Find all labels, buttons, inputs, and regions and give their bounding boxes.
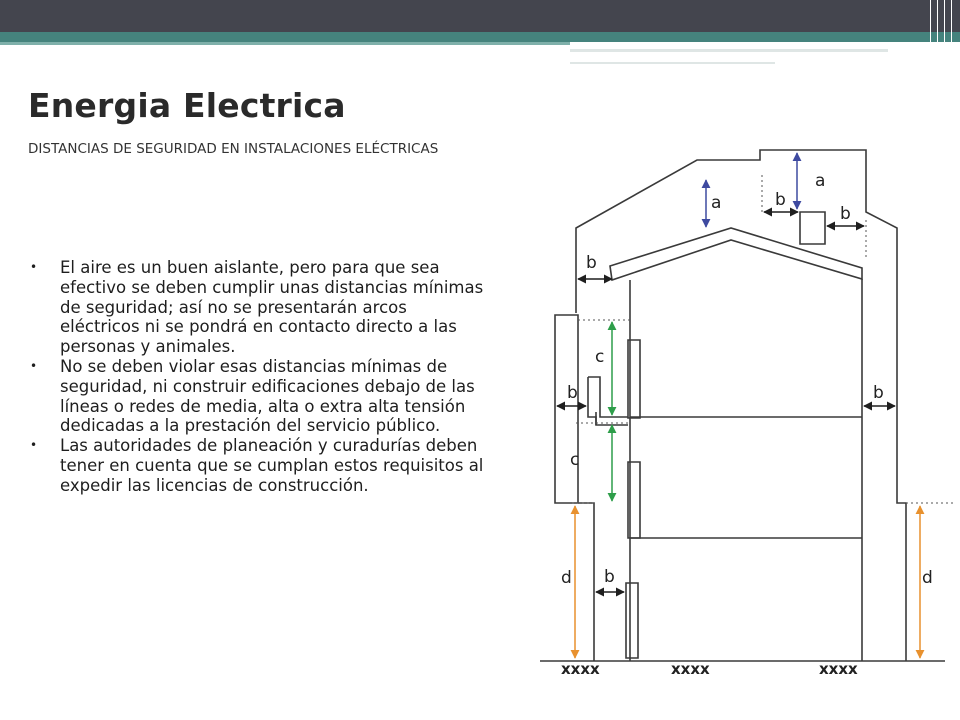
- label-b-roof-left: b: [586, 253, 597, 273]
- ground-marker: xxxx: [819, 660, 858, 678]
- label-b-mid-right: b: [873, 383, 884, 403]
- decorative-line: [570, 49, 888, 52]
- bullet-item: [30, 258, 490, 357]
- slide-subtitle: DISTANCIAS DE SEGURIDAD EN INSTALACIONES ELÉCTRICAS: [28, 141, 439, 157]
- bullet-icon: •: [30, 438, 38, 453]
- corner-stripe: [937, 0, 938, 44]
- slide-title: Energia Electrica: [28, 86, 346, 125]
- top-band: [0, 32, 960, 42]
- bullet-list: [30, 258, 490, 496]
- top-bar: [0, 0, 960, 32]
- corner-stripe: [951, 0, 952, 44]
- bullet-text: No se deben violar esas distancias mínimas de seguridad, ni construir edificaciones debajo de las líneas o redes de media, alta o extra alta tensión dedicadas a la prestación del servicio público.: [60, 356, 475, 436]
- bullet-item: [30, 436, 490, 495]
- corner-stripe: [930, 0, 931, 44]
- bullet-icon: •: [30, 260, 38, 274]
- arrows-b: [557, 212, 895, 592]
- label-d-left: d: [561, 568, 572, 588]
- label-d-right: d: [922, 568, 933, 588]
- corner-stripe: [944, 0, 945, 44]
- bullet-icon: •: [30, 358, 38, 373]
- label-a-roof: a: [711, 193, 722, 213]
- label-c-lower: c: [570, 450, 580, 470]
- label-b-chimney-right: b: [840, 204, 851, 224]
- label-c-upper: c: [595, 347, 605, 367]
- bullet-text: El aire es un buen aislante, pero para que sea efectivo se deben cumplir unas distancias mínimas de seguridad; así no se presentarán arcos eléctricos ni se pondrá en contacto directo a las personas y animales.: [60, 258, 484, 357]
- ground-marker: xxxx: [671, 660, 710, 678]
- label-b-mid-left: b: [567, 383, 578, 403]
- bullet-text: Las autoridades de planeación y curadurías deben tener en cuenta que se cumplan estos requisitos al expedir las licencias de construcción.: [60, 436, 484, 495]
- top-band-highlight: [0, 42, 570, 45]
- label-a-chimney: a: [815, 171, 826, 191]
- safety-distance-diagram: [525, 140, 960, 685]
- label-b-chimney-left: b: [775, 190, 786, 210]
- decorative-line: [570, 62, 775, 64]
- label-b-ground: b: [604, 567, 615, 587]
- bullet-item: [30, 357, 490, 436]
- ground-marker: xxxx: [561, 660, 600, 678]
